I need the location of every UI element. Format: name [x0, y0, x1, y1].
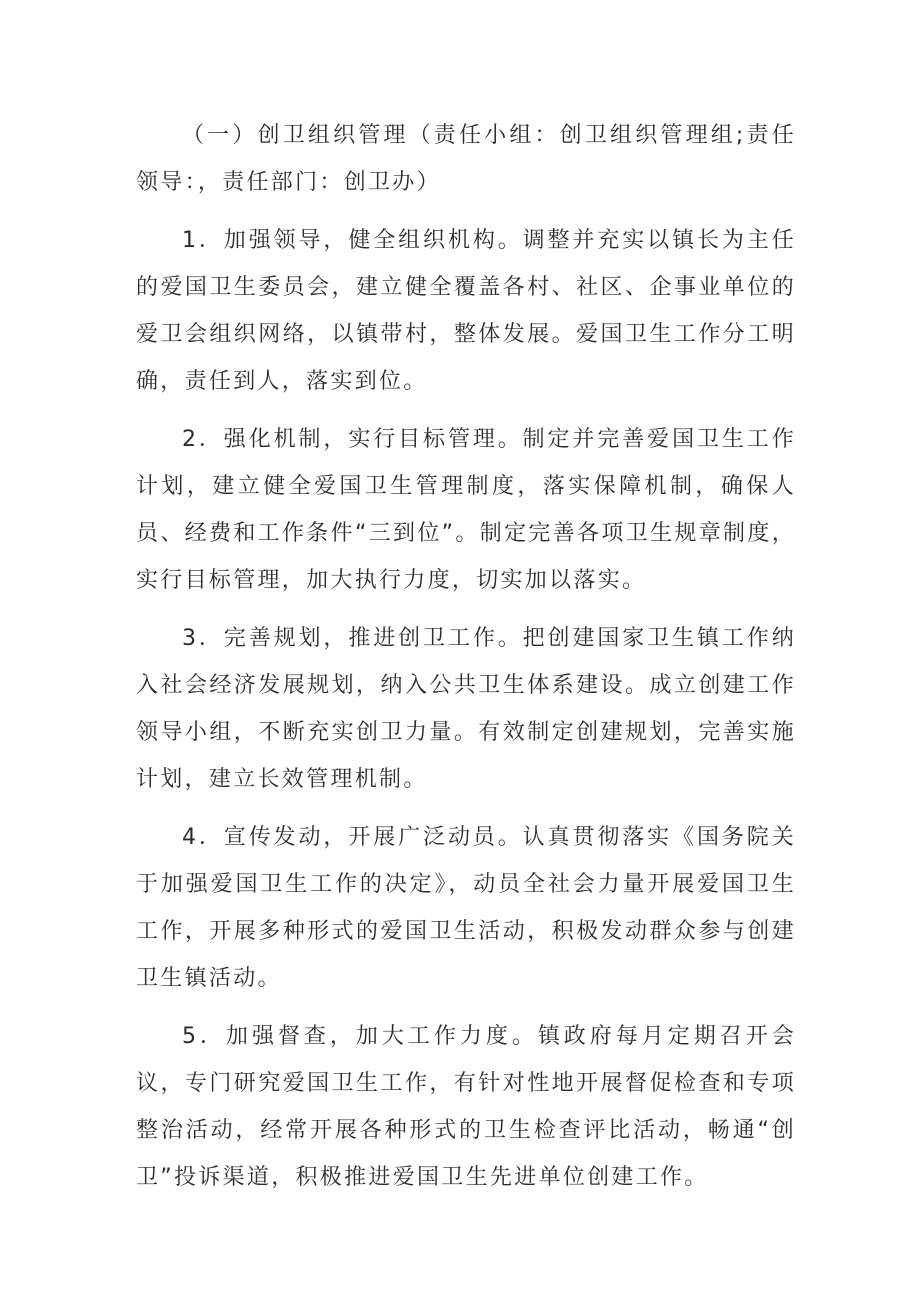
paragraph-5-supervision: 5．加强督查，加大工作力度。镇政府每月定期召开会议，专门研究爱国卫生工作，有针对性地开展督促检查和专项整治活动，经常开展各种形式的卫生检查评比活动，畅通“创卫”投诉渠道，积极推进爱国卫生先进单位创建工作。	[136, 1024, 796, 1190]
section-heading: （一）创卫组织管理（责任小组：创卫组织管理组;责任领导：，责任部门：创卫办）	[136, 123, 796, 195]
paragraph-1-leadership: 1．加强领导，健全组织机构。调整并充实以镇长为主任的爱国卫生委员会，建立健全覆盖各村、社区、企事业单位的爱卫会组织网络，以镇带村，整体发展。爱国卫生工作分工明确，责任到人，落实到位。	[136, 228, 796, 394]
paragraph-4-publicity: 4．宣传发动，开展广泛动员。认真贯彻落实《国务院关于加强爱国卫生工作的决定》，动员全社会力量开展爱国卫生工作，开展多种形式的爱国卫生活动，积极发动群众参与创建卫生镇活动。	[136, 825, 796, 991]
document-body	[136, 112, 796, 1201]
paragraph-3-planning: 3．完善规划，推进创卫工作。把创建国家卫生镇工作纳入社会经济发展规划，纳入公共卫生体系建设。成立创建工作领导小组，不断充实创卫力量。有效制定创建规划，完善实施计划，建立长效管理机制。	[136, 626, 796, 792]
paragraph-2-mechanism: 2．强化机制，实行目标管理。制定并完善爱国卫生工作计划，建立健全爱国卫生管理制度，落实保障机制，确保人员、经费和工作条件“三到位”。制定完善各项卫生规章制度，实行目标管理，加大执行力度，切实加以落实。	[136, 427, 796, 593]
